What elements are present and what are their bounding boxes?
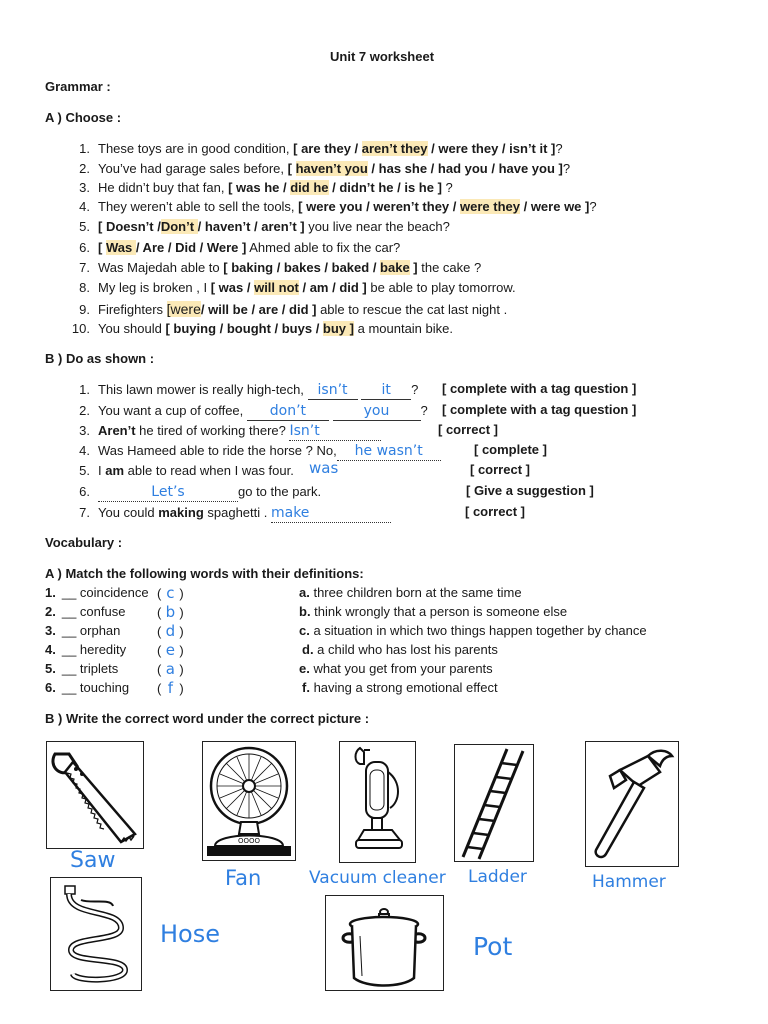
- item-answer-highlight: did he: [290, 180, 329, 195]
- close-paren: ): [179, 605, 184, 620]
- hammer-picture: [585, 741, 679, 867]
- match-heading: A ) Match the following words with their definitions:: [45, 566, 364, 581]
- choose-item-4: [68, 198, 597, 216]
- vocab-word-3: [45, 623, 120, 638]
- vacuum-picture: [339, 741, 416, 863]
- ladder-picture: [454, 744, 534, 862]
- vocab-word-6: [45, 680, 129, 695]
- answer-handwritten: he wasn’t: [354, 443, 423, 459]
- item-number: 3.: [79, 180, 90, 195]
- item-options: [ was /: [210, 280, 255, 295]
- label-vacuum-cleaner: Vacuum cleaner: [309, 868, 446, 888]
- b-item-6: 6. Let’s go to the park.: [79, 484, 322, 500]
- definition-2: [299, 604, 567, 619]
- open-paren: (: [157, 624, 162, 639]
- label-hammer: Hammer: [592, 872, 666, 892]
- item-options: [: [98, 240, 106, 255]
- section-b-heading: B ) Do as shown :: [45, 351, 155, 366]
- pot-picture: [325, 895, 444, 991]
- item-options: ]: [409, 260, 418, 275]
- b-task-4: [ complete ]: [474, 442, 547, 457]
- item-options: [ buying / bought / buys /: [165, 321, 323, 336]
- item-answer-highlight: will not: [254, 280, 299, 295]
- item-number: 5.: [79, 219, 90, 234]
- item-number: 10.: [71, 321, 90, 336]
- item-options: [ are they /: [293, 141, 362, 156]
- definition-letter: a.: [299, 585, 310, 600]
- answer-handwritten: Isn’t: [289, 423, 320, 439]
- open-paren: (: [157, 643, 162, 658]
- saw-picture: [46, 741, 144, 849]
- answer-handwritten: don’t: [269, 403, 307, 419]
- definition-text: a child who has lost his parents: [313, 642, 498, 657]
- choose-item-10: [68, 320, 453, 338]
- item-options: / were we ]: [519, 199, 590, 214]
- item-answer-highlight: Was: [105, 240, 136, 255]
- item-number: 8.: [79, 280, 90, 295]
- b-task-3: [ correct ]: [438, 422, 498, 437]
- b-task-1: [ complete with a tag question ]: [442, 381, 637, 396]
- vacuum-icon: [340, 742, 415, 862]
- item-text: Ahmed able to fix the car?: [246, 240, 401, 255]
- answer-handwritten: you: [363, 403, 390, 419]
- item-text: you live near the beach?: [304, 219, 450, 234]
- b-item-4: 4. Was Hameed able to ride the horse ? No, he wasn’t: [68, 442, 441, 460]
- choose-item-5: [68, 218, 450, 236]
- item-answer-highlight: bake: [380, 260, 410, 275]
- item-text: be able to play tomorrow.: [366, 280, 516, 295]
- vocab-word-1: [45, 585, 149, 600]
- definition-letter: e.: [299, 661, 310, 676]
- section-a-heading: A ) Choose :: [45, 110, 122, 125]
- word-text: __ coincidence: [61, 585, 149, 600]
- fan-dial: OOOO: [237, 837, 261, 845]
- item-text: He didn’t buy that fan,: [98, 180, 229, 195]
- item-options: / haven’t / aren’t ]: [197, 219, 305, 234]
- definition-text: what you get from your parents: [309, 661, 493, 676]
- b-task-2: [ complete with a tag question ]: [442, 402, 637, 417]
- b-task-5: [ correct ]: [470, 462, 530, 477]
- fan-icon: [203, 742, 295, 860]
- item-text: These toys are in good condition,: [98, 141, 294, 156]
- definition-4: [302, 642, 498, 657]
- answer-handwritten: a: [165, 660, 175, 678]
- answer-handwritten: isn’t: [317, 382, 348, 398]
- match-answer-bracket: [157, 603, 184, 621]
- definition-text: three children born at the same time: [309, 585, 522, 600]
- item-options: / Are / Did / Were ]: [135, 240, 247, 255]
- choose-item-9: [68, 300, 507, 318]
- vocab-word-5: [45, 661, 118, 676]
- answer-handwritten: f: [167, 679, 173, 697]
- item-options: [ Doesn’t /: [98, 219, 161, 234]
- item-text: ?: [562, 161, 571, 176]
- item-number: 4.: [79, 199, 90, 214]
- word-text: __ heredity: [61, 642, 127, 657]
- definition-text: think wrongly that a person is someone else: [310, 604, 568, 619]
- open-paren: (: [157, 586, 162, 601]
- answer-handwritten: was: [309, 459, 339, 477]
- b-item-7: 7. You could making spaghetti . make: [68, 504, 391, 522]
- answer-handwritten: b: [165, 603, 176, 621]
- word-text: __ orphan: [61, 623, 121, 638]
- label-saw: Saw: [70, 848, 116, 873]
- b-task-6: [ Give a suggestion ]: [466, 483, 594, 498]
- item-text: You’ve had garage sales before,: [98, 161, 288, 176]
- word-number: 4.: [45, 642, 56, 657]
- definition-5: [299, 661, 493, 676]
- item-options: / were they / isn’t it ]: [427, 141, 556, 156]
- vocabulary-heading: Vocabulary :: [45, 535, 123, 550]
- word-text: __ touching: [61, 680, 130, 695]
- ladder-icon: [455, 745, 533, 861]
- b-item-2: 2. You want a cup of coffee, don’t you ?: [79, 403, 428, 419]
- definition-letter: b.: [299, 604, 311, 619]
- item-options: / will be / are / did ]: [200, 302, 317, 317]
- item-text: a mountain bike.: [353, 321, 453, 336]
- definition-text: a situation in which two things happen together by chance: [309, 623, 647, 638]
- choose-item-8: [68, 279, 516, 297]
- item-answer-highlight: Don’t: [160, 219, 198, 234]
- item-text: the cake ?: [417, 260, 482, 275]
- label-fan: Fan: [225, 866, 262, 890]
- label-pot: Pot: [473, 932, 513, 961]
- item-text: Firefighters: [98, 302, 167, 317]
- hose-icon: [51, 878, 141, 990]
- match-answer-bracket: [157, 641, 184, 659]
- item-text: ?: [441, 180, 453, 195]
- item-number: 7.: [79, 260, 90, 275]
- answer-handwritten: make: [270, 505, 310, 521]
- item-answer-highlight: aren’t they: [361, 141, 428, 156]
- item-answer-highlight: haven’t you: [295, 161, 368, 176]
- item-text: ?: [555, 141, 563, 156]
- item-options: [ baking / bakes / baked /: [223, 260, 381, 275]
- open-paren: (: [157, 605, 162, 620]
- answer-handwritten: it: [381, 382, 391, 398]
- fan-picture: [202, 741, 296, 861]
- choose-item-7: [68, 259, 481, 277]
- definition-6: [302, 680, 498, 695]
- saw-icon: [47, 742, 143, 848]
- label-ladder: Ladder: [468, 867, 527, 887]
- item-text: They weren’t able to sell the tools,: [98, 199, 299, 214]
- definition-letter: f.: [302, 680, 310, 695]
- item-answer-highlight: [were: [166, 301, 201, 317]
- answer-handwritten: Let’s: [151, 484, 185, 500]
- word-number: 5.: [45, 661, 56, 676]
- choose-item-3: [68, 179, 453, 197]
- b-item-5: 5. I am able to read when I was four.: [79, 463, 294, 478]
- choose-item-1: [68, 140, 563, 158]
- answer-handwritten: c: [166, 584, 175, 602]
- b-task-7: [ correct ]: [465, 504, 525, 519]
- pot-icon: [326, 896, 443, 990]
- b-item-3: 3. Aren’t he tired of working there? Isn’t: [68, 422, 381, 440]
- item-text: ?: [589, 199, 597, 214]
- item-answer-highlight: were they: [460, 199, 520, 214]
- item-options: / has she / had you / have you ]: [367, 161, 563, 176]
- item-number: 2.: [79, 161, 90, 176]
- answer-handwritten: d: [165, 622, 176, 640]
- definition-letter: c.: [299, 623, 310, 638]
- word-number: 6.: [45, 680, 56, 695]
- definition-letter: d.: [302, 642, 314, 657]
- close-paren: ): [179, 624, 184, 639]
- word-text: __ triplets: [61, 661, 119, 676]
- vocab-word-2: [45, 604, 125, 619]
- item-number: 6.: [79, 240, 90, 255]
- hose-picture: [50, 877, 142, 991]
- match-answer-bracket: [157, 584, 184, 602]
- definition-3: [299, 623, 647, 638]
- item-text: able to rescue the cat last night .: [316, 302, 508, 317]
- item-options: [ were you / weren’t they /: [298, 199, 460, 214]
- word-number: 3.: [45, 623, 56, 638]
- open-paren: (: [157, 681, 162, 696]
- close-paren: ): [179, 662, 184, 677]
- item-text: My leg is broken , I: [98, 280, 211, 295]
- word-text: __ confuse: [61, 604, 126, 619]
- choose-item-6: [68, 239, 400, 257]
- definition-1: [299, 585, 522, 600]
- item-options: [ was he /: [228, 180, 291, 195]
- choose-item-2: [68, 160, 570, 178]
- item-options: [: [287, 161, 296, 176]
- match-answer-bracket: [157, 660, 184, 678]
- open-paren: (: [157, 662, 162, 677]
- word-number: 1.: [45, 585, 56, 600]
- match-answer-bracket: [157, 622, 184, 640]
- grammar-heading: Grammar :: [45, 79, 111, 94]
- item-number: 9.: [79, 302, 90, 317]
- definition-text: having a strong emotional effect: [309, 680, 498, 695]
- answer-handwritten: e: [165, 641, 175, 659]
- close-paren: ): [179, 681, 184, 696]
- item-options: / am / did ]: [298, 280, 367, 295]
- match-answer-bracket: [157, 679, 184, 697]
- item-options: / didn’t he / is he ]: [328, 180, 442, 195]
- pictures-heading: B ) Write the correct word under the correct picture :: [45, 711, 370, 726]
- label-hose: Hose: [160, 920, 220, 948]
- item-number: 1.: [79, 141, 90, 156]
- word-number: 2.: [45, 604, 56, 619]
- close-paren: ): [179, 643, 184, 658]
- worksheet-title: Unit 7 worksheet: [330, 49, 435, 64]
- b-item-1: 1. This lawn mower is really high-tech, isn’t it ?: [79, 382, 419, 398]
- close-paren: ): [179, 586, 184, 601]
- hammer-icon: [586, 742, 678, 866]
- item-answer-highlight: buy ]: [322, 321, 354, 336]
- vocab-word-4: [45, 642, 126, 657]
- item-text: You should: [98, 321, 166, 336]
- item-text: Was Majedah able to: [98, 260, 224, 275]
